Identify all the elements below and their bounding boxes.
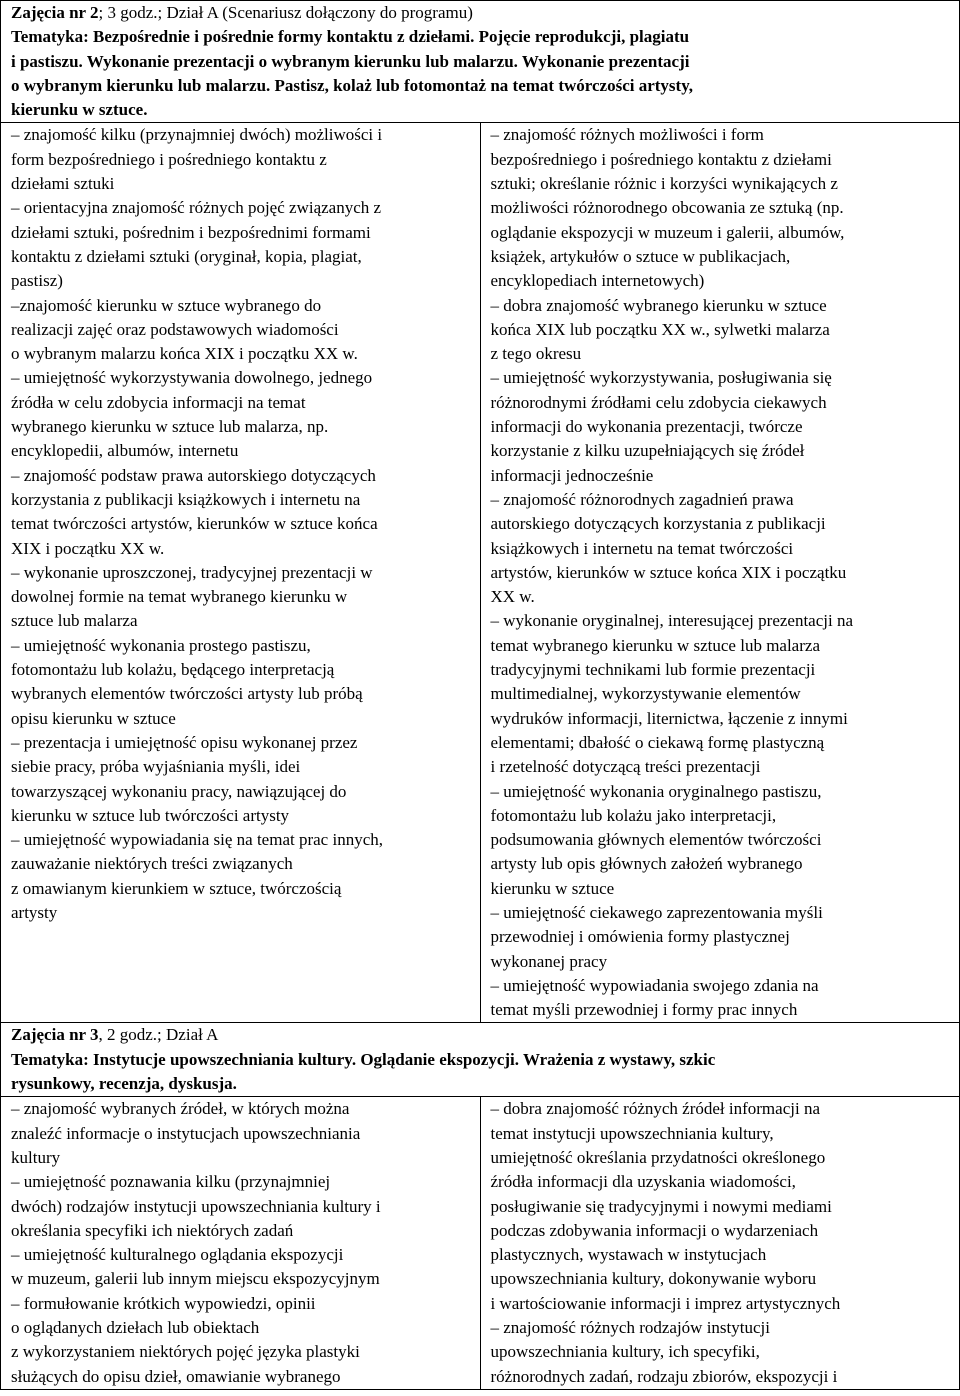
requirement-line: podsumowania głównych elementów twórczości	[490, 830, 822, 850]
requirement-line: – znajomość kilku (przynajmniej dwóch) możliwości i	[11, 125, 383, 145]
requirement-line: z wykorzystaniem niektórych pojęć języka plastyki	[11, 1342, 360, 1362]
section1-header-cell	[1, 1, 960, 123]
requirement-line: – umiejętność wykorzystywania, posługiwania się	[490, 368, 832, 388]
requirement-line: form bezpośredniego i pośredniego kontaktu z	[11, 149, 327, 169]
requirement-line: – umiejętność poznawania kilku (przynajmniej	[11, 1172, 331, 1192]
requirement-line: o wybranym malarzu końca XIX i początku XX w.	[11, 344, 358, 364]
requirement-line: wybranego kierunku w sztuce lub malarza, np.	[11, 417, 329, 437]
requirement-line: posługiwanie się tradycyjnymi i nowymi mediami	[490, 1196, 832, 1216]
section1-topic-line: kierunku w sztuce.	[11, 100, 148, 120]
requirement-line: znaleźć informacje o instytucjach upowszechniania	[11, 1123, 361, 1143]
section1-basic-requirements	[1, 123, 481, 1023]
requirement-line: źródła w celu zdobycia informacji na temat	[11, 392, 306, 412]
requirement-line: służących do opisu dzieł, omawianie wybranego	[11, 1366, 341, 1386]
requirement-line: oglądanie ekspozycji w muzeum i galerii, albumów,	[490, 222, 845, 242]
requirement-line: kultury	[11, 1147, 61, 1167]
requirement-line: plastycznych, wystawach w instytucjach	[490, 1245, 767, 1265]
section1-topic-line: o wybranym kierunku lub malarzu. Pastisz, kolaż lub fotomontaż na temat twórczości artysty,	[11, 75, 694, 95]
section2-left-list	[11, 1097, 474, 1389]
requirement-line: multimedialnej, wykorzystywanie elementów	[490, 684, 801, 704]
requirement-line: z omawianym kierunkiem w sztuce, twórczością	[11, 878, 342, 898]
requirement-line: kierunku w sztuce lub twórczości artysty	[11, 805, 290, 825]
requirement-line: różnorodnych zadań, rodzaju zbiorów, ekspozycji i	[490, 1366, 838, 1386]
requirement-line: towarzyszącej wykonaniu pracy, nawiązującej do	[11, 781, 347, 801]
requirement-line: dwóch) rodzajów instytucji upowszechniania kultury i	[11, 1196, 381, 1216]
requirement-line: – umiejętność wykorzystywania dowolnego, jednego	[11, 368, 373, 388]
requirement-line: temat instytucji upowszechniania kultury,	[490, 1123, 774, 1143]
requirement-line: temat wybranego kierunku w sztuce lub malarza	[490, 635, 820, 655]
requirement-line: fotomontażu lub kolażu jako interpretacji,	[490, 805, 777, 825]
requirement-line: – znajomość wybranych źródeł, w których można	[11, 1099, 350, 1119]
section2-header-cell	[1, 1023, 960, 1097]
requirement-line: wydruków informacji, liternictwa, łączenie z innymi	[490, 708, 848, 728]
section2-topic-line: rysunkowy, recenzja, dyskusja.	[11, 1074, 237, 1094]
requirement-line: sztuce lub malarza	[11, 611, 138, 631]
requirement-line: – umiejętność ciekawego zaprezentowania myśli	[490, 902, 823, 922]
requirement-line: zauważanie niektórych treści związanych	[11, 854, 293, 874]
requirement-line: –znajomość kierunku w sztuce wybranego do	[11, 295, 322, 315]
section1-topic-line: i pastiszu. Wykonanie prezentacji o wybranym kierunku lub malarzu. Wykonanie prezentacji	[11, 51, 690, 71]
requirement-line: książkowych i internetu na temat twórczości	[490, 538, 794, 558]
requirement-line: z tego okresu	[490, 344, 582, 364]
requirement-line: – umiejętność wypowiadania się na temat prac innych,	[11, 830, 383, 850]
requirement-line: informacji do wykonania prezentacji, twórcze	[490, 417, 803, 437]
requirement-line: końca XIX lub początku XX w., sylwetki malarza	[490, 319, 830, 339]
requirement-line: – wykonanie uproszczonej, tradycyjnej prezentacji w	[11, 562, 373, 582]
requirement-line: książek, artykułów o sztuce w publikacjach,	[490, 246, 791, 266]
requirement-line: – formułowanie krótkich wypowiedzi, opinii	[11, 1293, 316, 1313]
section2-topic-line: Tematyka: Instytucje upowszechniania kultury. Oglądanie ekspozycji. Wrażenia z wystawy, szkic	[11, 1049, 716, 1069]
requirement-line: korzystanie z kilku uzupełniających się źródeł	[490, 441, 805, 461]
requirement-line: przewodniej i omówienia formy plastycznej	[490, 927, 790, 947]
requirement-line: siebie pracy, próba wyjaśniania myśli, idei	[11, 757, 301, 777]
section2-extended-requirements	[480, 1097, 960, 1390]
requirement-line: podczas zdobywania informacji o wydarzeniach	[490, 1220, 819, 1240]
requirement-line: wykonanej pracy	[490, 951, 608, 971]
requirement-line: temat twórczości artystów, kierunków w sztuce końca	[11, 514, 378, 534]
requirement-line: informacji jednocześnie	[490, 465, 654, 485]
requirement-line: – prezentacja i umiejętność opisu wykonanej przez	[11, 732, 358, 752]
requirement-line: wybranych elementów twórczości artysty lub próbą	[11, 684, 363, 704]
requirement-line: określania specyfiki ich niektórych zadań	[11, 1220, 294, 1240]
requirement-line: artysty	[11, 902, 58, 922]
requirement-line: – wykonanie oryginalnej, interesującej prezentacji na	[490, 611, 854, 631]
requirement-line: – umiejętność wykonania oryginalnego pastiszu,	[490, 781, 822, 801]
requirement-line: – dobra znajomość różnych źródeł informacji na	[490, 1099, 820, 1119]
section2-title-rest: , 2 godz.; Dział A	[98, 1025, 219, 1045]
requirement-line: korzystania z publikacji książkowych i internetu na	[11, 489, 361, 509]
requirement-line: upowszechniania kultury, ich specyfiki,	[490, 1342, 760, 1362]
section2-right-list	[491, 1097, 954, 1389]
requirement-line: – umiejętność kulturalnego oglądania ekspozycji	[11, 1245, 344, 1265]
section2-title-bold: Zajęcia nr 3	[11, 1025, 99, 1045]
section1-left-list	[11, 123, 474, 925]
requirement-line: upowszechniania kultury, dokonywanie wyboru	[490, 1269, 817, 1289]
requirement-line: – znajomość różnych rodzajów instytucji	[490, 1318, 770, 1338]
requirement-line: – znajomość różnych możliwości i form	[490, 125, 764, 145]
requirement-line: umiejętność określania przydatności określonego	[490, 1147, 826, 1167]
requirement-line: encyklopediach internetowych)	[490, 271, 705, 291]
requirement-line: XIX i początku XX w.	[11, 538, 165, 558]
requirement-line: o oglądanych dziełach lub obiektach	[11, 1318, 260, 1338]
requirement-line: artystów, kierunków w sztuce końca XIX i początku	[490, 562, 847, 582]
requirement-line: opisu kierunku w sztuce	[11, 708, 176, 728]
requirement-line: możliwości różnorodnego obcowania ze sztuką (np.	[490, 198, 844, 218]
requirement-line: autorskiego dotyczących korzystania z publikacji	[490, 514, 826, 534]
requirement-line: kontaktu z dziełami sztuki (oryginał, kopia, plagiat,	[11, 246, 362, 266]
requirement-line: – umiejętność wypowiadania swojego zdania na	[490, 975, 819, 995]
requirement-line: sztuki; określanie różnic i korzyści wynikających z	[490, 174, 838, 194]
section1-header-row	[1, 1, 960, 123]
requirement-line: dowolnej formie na temat wybranego kierunku w	[11, 587, 348, 607]
section1-title-rest: ; 3 godz.; Dział A (Scenariusz dołączony do programu)	[98, 3, 473, 22]
requirement-line: i rzetelność dotyczącą treści prezentacji	[490, 757, 761, 777]
requirement-line: artysty lub opis głównych założeń wybranego	[490, 854, 803, 874]
requirement-line: – dobra znajomość wybranego kierunku w sztuce	[490, 295, 827, 315]
requirement-line: tradycyjnymi technikami lub formie prezentacji	[490, 660, 816, 680]
section1-title-bold: Zajęcia nr 2	[11, 3, 99, 22]
requirement-line: dziełami sztuki	[11, 174, 115, 194]
requirement-line: elementami; dbałość o ciekawą formę plastyczną	[490, 732, 825, 752]
requirement-line: – znajomość podstaw prawa autorskiego dotyczących	[11, 465, 376, 485]
requirement-line: dziełami sztuki, pośrednim i bezpośrednimi formami	[11, 222, 371, 242]
requirement-line: – znajomość różnorodnych zagadnień prawa	[490, 489, 794, 509]
requirement-line: i wartościowanie informacji i imprez artystycznych	[490, 1293, 841, 1313]
requirement-line: źródła informacji dla uzyskania wiadomości,	[490, 1172, 796, 1192]
requirement-line: temat myśli przewodniej i formy prac innych	[490, 1000, 798, 1020]
section2-title	[11, 1023, 953, 1047]
requirement-line: pastisz)	[11, 271, 63, 291]
section1-title	[11, 1, 953, 25]
requirement-line: kierunku w sztuce	[490, 878, 615, 898]
requirement-line: encyklopedii, albumów, internetu	[11, 441, 239, 461]
requirement-line: XX w.	[490, 587, 535, 607]
section1-right-list	[491, 123, 954, 1022]
section2-basic-requirements	[1, 1097, 481, 1390]
requirement-line: różnorodnymi źródłami celu zdobycia ciekawych	[490, 392, 827, 412]
section1-content-row	[1, 123, 960, 1023]
requirement-line: bezpośredniego i pośredniego kontaktu z dziełami	[490, 149, 832, 169]
requirement-line: realizacji zajęć oraz podstawowych wiadomości	[11, 319, 339, 339]
requirement-line: w muzeum, galerii lub innym miejscu ekspozycyjnym	[11, 1269, 380, 1289]
requirement-line: – umiejętność wykonania prostego pastiszu,	[11, 635, 311, 655]
requirement-line: fotomontażu lub kolażu, będącego interpretacją	[11, 660, 335, 680]
section2-header-row	[1, 1023, 960, 1097]
section1-extended-requirements	[480, 123, 960, 1023]
section2-content-row	[1, 1097, 960, 1390]
requirement-line: – orientacyjna znajomość różnych pojęć związanych z	[11, 198, 382, 218]
section1-topic-line: Tematyka: Bezpośrednie i pośrednie formy kontaktu z dziełami. Pojęcie reprodukcji, plagiatu	[11, 27, 690, 47]
